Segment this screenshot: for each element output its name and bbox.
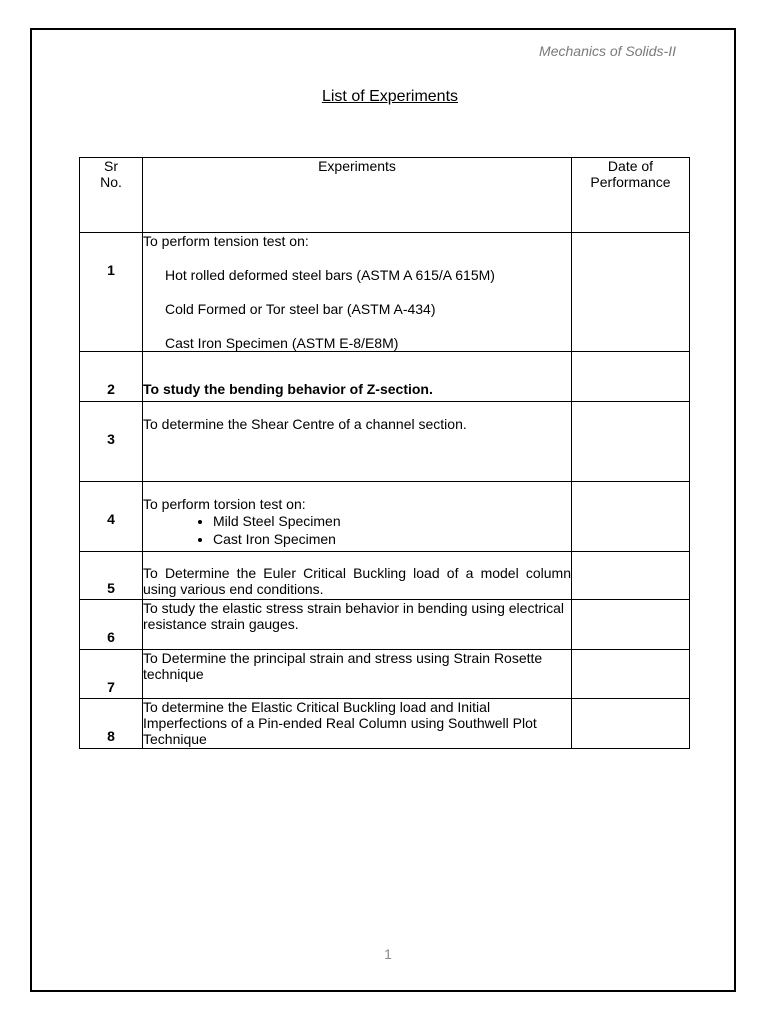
date-cell: [572, 352, 690, 402]
row-number: 1: [80, 233, 143, 352]
date-cell: [572, 482, 690, 552]
row-number: 2: [80, 352, 143, 402]
table-row: [80, 699, 690, 749]
experiment-cell: To determine the Shear Centre of a channel section.: [143, 402, 572, 482]
running-header: Mechanics of Solids-II: [539, 43, 676, 59]
list-item: • Cast Iron Specimen: [213, 530, 571, 548]
header-experiments: Experiments: [143, 158, 572, 233]
experiment-cell: To Determine the principal strain and stress using Strain Rosette technique: [143, 650, 572, 699]
experiment-cell: To Determine the Euler Critical Buckling load of a model column using various end conditions.: [143, 552, 572, 600]
table-header-row: [80, 158, 690, 233]
header-sr-no: Sr No.: [80, 158, 143, 233]
experiments-table: [79, 157, 690, 749]
date-cell: [572, 699, 690, 749]
table-row: [80, 352, 690, 402]
table-row: [80, 233, 690, 352]
date-cell: [572, 402, 690, 482]
page-title: List of Experiments: [321, 88, 459, 105]
experiment-cell: To determine the Elastic Critical Buckling load and Initial Imperfections of a Pin-ended Real Column using Southwell Plot Technique: [143, 699, 572, 749]
row-number: 3: [80, 402, 143, 482]
date-cell: [572, 650, 690, 699]
table-row: [80, 552, 690, 600]
table-row: [80, 600, 690, 650]
row-number: 5: [80, 552, 143, 600]
table-row: [80, 650, 690, 699]
date-cell: [572, 233, 690, 352]
specimen-list: [143, 512, 571, 548]
experiment-cell: To study the bending behavior of Z-section.: [143, 352, 572, 402]
row-number: 4: [80, 482, 143, 552]
experiment-cell: To perform torsion test on: • Mild Steel Specimen • Cast Iron Specimen: [143, 482, 572, 552]
header-date-of-performance: Date of Performance: [572, 158, 690, 233]
table-row: [80, 402, 690, 482]
experiment-cell: To perform tension test on: Hot rolled deformed steel bars (ASTM A 615/A 615M) Cold Formed or Tor steel bar (ASTM A-434) Cast Iron Specimen (ASTM E-8/E8M): [143, 233, 572, 352]
table-row: [80, 482, 690, 552]
date-cell: [572, 600, 690, 650]
row-number: 6: [80, 600, 143, 650]
row-number: 7: [80, 650, 143, 699]
row-number: 8: [80, 699, 143, 749]
experiment-cell: To study the elastic stress strain behavior in bending using electrical resistance strain gauges.: [143, 600, 572, 650]
list-item: • Mild Steel Specimen: [213, 512, 571, 530]
page-number: 1: [384, 946, 392, 962]
date-cell: [572, 552, 690, 600]
